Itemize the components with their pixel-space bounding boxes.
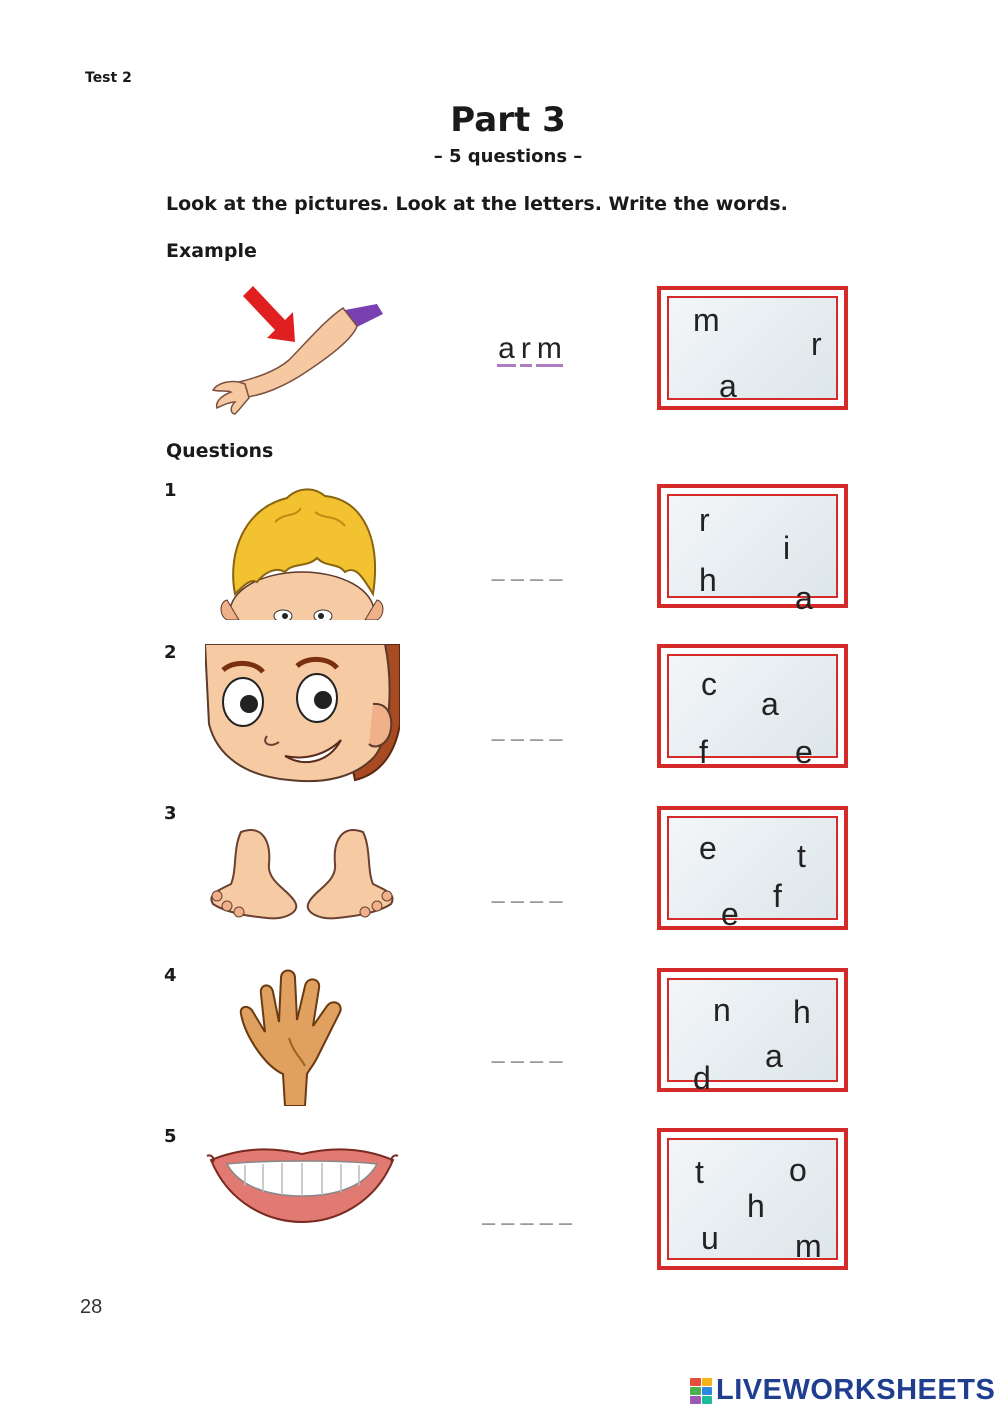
- page-number: 28: [80, 1296, 103, 1318]
- letter-box: [657, 1128, 848, 1270]
- letter-tile: t: [695, 1154, 704, 1190]
- letter-tile: f: [699, 734, 708, 770]
- letter-tile: e: [795, 734, 813, 770]
- answer-blank[interactable]: ____: [491, 556, 569, 581]
- letter-tile: c: [701, 666, 717, 702]
- letter-box: [657, 644, 848, 768]
- letter-tile: a: [795, 580, 813, 616]
- questions-label: Questions: [166, 440, 274, 462]
- letter-tile: a: [765, 1038, 783, 1074]
- letter-tile: u: [701, 1220, 719, 1256]
- example-answer-letter: m: [536, 332, 562, 365]
- letter-box: [657, 968, 848, 1096]
- feet-icon: [205, 820, 400, 930]
- hair-icon: [205, 482, 400, 620]
- answer-blank[interactable]: _____: [481, 1200, 579, 1225]
- example-label: Example: [166, 240, 257, 262]
- page-title: Part 3: [450, 100, 566, 140]
- letter-tile: t: [797, 838, 806, 874]
- example-answer: [470, 332, 590, 367]
- letter-tile: r: [699, 502, 710, 538]
- question-number: 3: [164, 803, 177, 824]
- instruction-text: Look at the pictures. Look at the letters. Write the words.: [166, 193, 788, 215]
- question-number: 1: [164, 480, 177, 501]
- liveworksheets-icon: [690, 1378, 712, 1404]
- letter-box: [657, 806, 848, 930]
- question-number: 5: [164, 1126, 177, 1147]
- answer-blank[interactable]: ____: [491, 878, 569, 903]
- letter-tile: e: [699, 830, 717, 866]
- brand-text: LIVEWORKSHEETS: [716, 1374, 996, 1406]
- letter-tile: a: [719, 368, 737, 404]
- letter-tile: d: [693, 1060, 711, 1096]
- letter-tile: h: [793, 994, 811, 1030]
- page-subtitle: – 5 questions –: [433, 146, 583, 167]
- example-answer-letter: r: [520, 332, 531, 365]
- question-number: 4: [164, 965, 177, 986]
- test-label: Test 2: [85, 70, 132, 86]
- letter-tile: n: [713, 992, 731, 1028]
- question-number: 2: [164, 642, 177, 663]
- letter-box: [657, 484, 848, 616]
- face-icon: [205, 644, 400, 784]
- letter-tile: h: [747, 1188, 765, 1224]
- arm-icon: [205, 280, 400, 420]
- letter-tile: m: [795, 1228, 822, 1264]
- mouth-icon: [205, 1134, 400, 1224]
- letter-tile: o: [789, 1152, 807, 1188]
- letter-tile: r: [811, 326, 822, 362]
- liveworksheets-logo: [690, 1374, 995, 1407]
- answer-blank[interactable]: ____: [491, 716, 569, 741]
- letter-tile: a: [761, 686, 779, 722]
- letter-tile: i: [783, 530, 791, 566]
- example-letter-box: [657, 286, 848, 410]
- letter-tile: e: [721, 896, 739, 932]
- letter-tile: m: [693, 302, 720, 338]
- hand-icon: [205, 966, 400, 1106]
- letter-tile: f: [773, 878, 782, 914]
- example-answer-letter: a: [498, 332, 515, 365]
- answer-blank[interactable]: ____: [491, 1038, 569, 1063]
- letter-tile: h: [699, 562, 717, 598]
